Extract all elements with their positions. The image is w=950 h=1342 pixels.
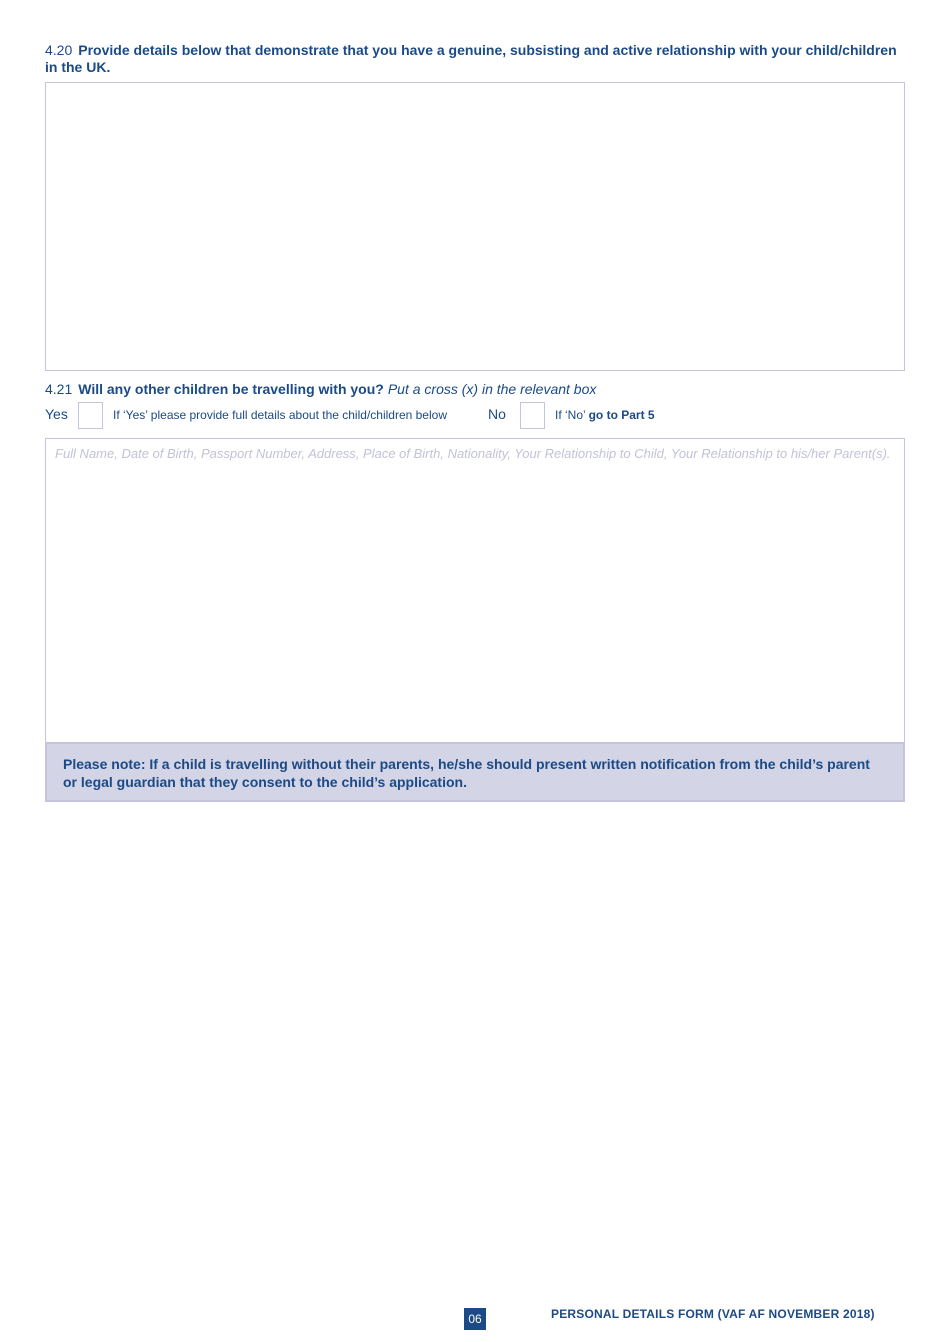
question-text: Provide details below that demonstrate that you have a genuine, subsisting and active relationship with your child/children in the UK. xyxy=(45,42,897,75)
yes-checkbox[interactable] xyxy=(78,402,103,429)
question-4-21 xyxy=(45,381,596,398)
yes-note: If ‘Yes’ please provide full details about the child/children below xyxy=(113,408,447,422)
question-text: Will any other children be travelling with you? xyxy=(78,381,384,397)
question-number: 4.20 xyxy=(45,42,73,58)
please-note-box xyxy=(45,742,905,802)
form-title-footer: PERSONAL DETAILS FORM (VAF AF NOVEMBER 2018) xyxy=(551,1307,875,1321)
question-instruction: Put a cross (x) in the relevant box xyxy=(387,381,597,397)
children-details-placeholder: Full Name, Date of Birth, Passport Number, Address, Place of Birth, Nationality, Your Relationship to Child, Your Relationship to his/her Parent(s). xyxy=(55,446,891,461)
no-note-go-to-part: go to Part 5 xyxy=(588,408,655,422)
page-number: 06 xyxy=(464,1308,486,1330)
no-note-prefix: If ‘No’ xyxy=(555,408,586,422)
question-number: 4.21 xyxy=(45,381,73,397)
no-note xyxy=(555,408,655,423)
question-4-20 xyxy=(45,42,905,76)
relationship-details-field[interactable] xyxy=(45,82,905,371)
yes-label: Yes xyxy=(45,406,68,422)
children-details-field[interactable] xyxy=(45,438,905,743)
no-checkbox[interactable] xyxy=(520,402,545,429)
please-note-text: Please note: If a child is travelling without their parents, he/she should present written notification from the child’s parent or legal guardian that they consent to the child’s application. xyxy=(63,756,870,790)
no-label: No xyxy=(488,406,506,422)
